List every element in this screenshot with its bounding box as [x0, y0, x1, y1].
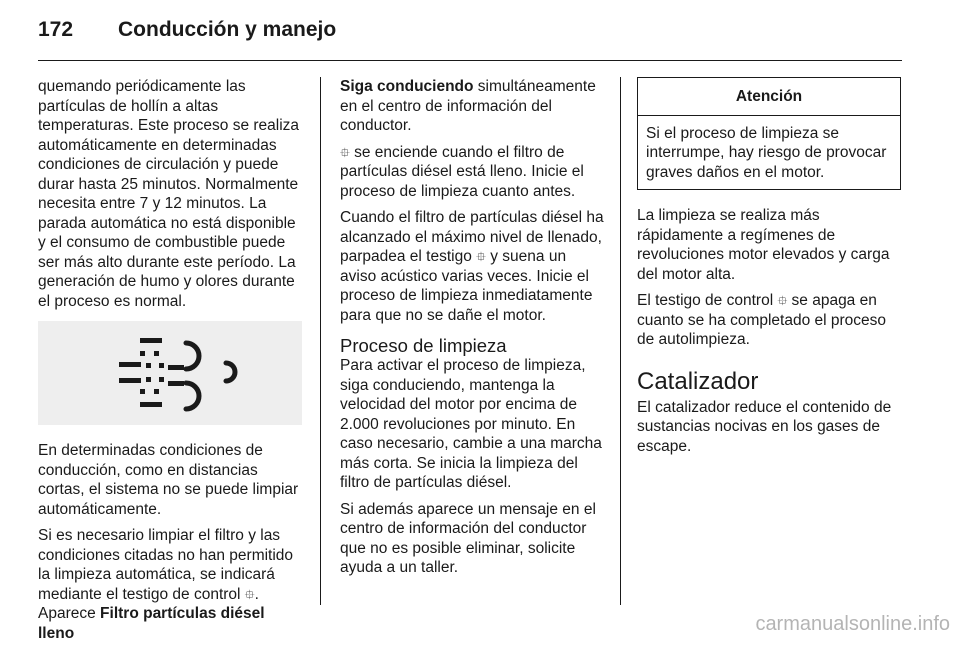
diesel-particle-filter-icon: ⯐: [777, 293, 788, 308]
paragraph-text: se apaga en cuanto se ha completado el proceso de autolimpieza.: [637, 292, 887, 348]
paragraph-text: Si es necesario limpiar el filtro y las condiciones citadas no han permitido la limpieza automática, se indicará mediante el testigo de control: [38, 527, 294, 603]
paragraph-text: El testigo de control: [637, 292, 774, 309]
paragraph-text: y suena un aviso acústico varias veces. Inicie el proceso de limpieza inmediatamente para que no se dañe el motor.: [340, 248, 593, 324]
message-label: Filtro partículas diésel lleno: [38, 605, 265, 642]
page-title: Conducción y manejo: [118, 18, 337, 41]
callout-title: Atención: [638, 78, 900, 116]
subsection-heading: Proceso de limpieza: [340, 335, 507, 356]
diesel-particle-filter-icon: ⯐: [244, 586, 255, 602]
column-2: [340, 77, 606, 585]
page-number: 172: [38, 18, 74, 41]
paragraph-text: simultáneamente en el centro de información del conductor.: [340, 78, 596, 134]
column-divider-left: [320, 77, 321, 605]
header-rule: [38, 60, 902, 61]
callout-body: Si el proceso de limpieza se interrumpe, hay riesgo de provocar graves daños en el motor.: [646, 124, 887, 181]
paragraph: [340, 77, 606, 136]
paragraph: quemando periódicamente las partículas de hollín a altas temperaturas. Este proceso se realiza automáticamente en determinadas condiciones de circulación y puede durar hasta 25 minutos. Normalmente necesita entre 7 y 12 minutos. La parada automática no está disponible y el consumo de combustible puede ser más alto durante este período. La generación de humo y olores durante el proceso es normal.: [38, 78, 300, 310]
paragraph: [340, 143, 606, 202]
diesel-particle-filter-illustration: [38, 321, 302, 425]
paragraph: [38, 526, 304, 643]
attention-callout: [637, 77, 901, 190]
diesel-particle-filter-icon: [38, 321, 302, 425]
paragraph-text: se enciende cuando el filtro de partículas diésel está lleno. Inicie el proceso de limpieza cuanto antes.: [340, 143, 584, 200]
paragraph-text: Cuando el filtro de partículas diésel ha alcanzado el máximo nivel de llenado, parpadea el testigo: [340, 209, 604, 265]
message-label: Siga conduciendo: [340, 78, 474, 95]
column-divider-right: [620, 77, 621, 605]
paragraph: En determinadas condiciones de conducción, como en distancias cortas, el sistema no se puede limpiar automáticamente.: [38, 442, 299, 518]
paragraph: La limpieza se realiza más rápidamente a regímenes de revoluciones motor elevados y carga del motor alta.: [637, 207, 890, 283]
section-heading: Catalizador: [637, 367, 759, 395]
diesel-particle-filter-icon: ⯐: [476, 249, 486, 264]
diesel-particle-filter-icon: ⯐: [340, 144, 350, 160]
paragraph-text: .: [254, 585, 259, 603]
paragraph: El catalizador reduce el contenido de sustancias nocivas en los gases de escape.: [637, 398, 892, 455]
column-1: [38, 77, 304, 650]
paragraph: Si además aparece un mensaje en el centro de información del conductor que no es posible eliminar, solicite ayuda a un taller.: [340, 500, 596, 576]
watermark: carmanualsonline.info: [755, 613, 950, 635]
paragraph: [340, 208, 606, 325]
column-3: [637, 77, 905, 463]
paragraph-text: Aparece: [38, 605, 96, 622]
paragraph: [637, 291, 905, 350]
paragraph: Para activar el proceso de limpieza, siga conduciendo, mantenga la velocidad del motor por encima de 2.000 revoluciones por minuto. En caso necesario, cambie a una marcha más corta. Se inicia la limpieza del filtro de partículas diésel.: [340, 357, 602, 491]
